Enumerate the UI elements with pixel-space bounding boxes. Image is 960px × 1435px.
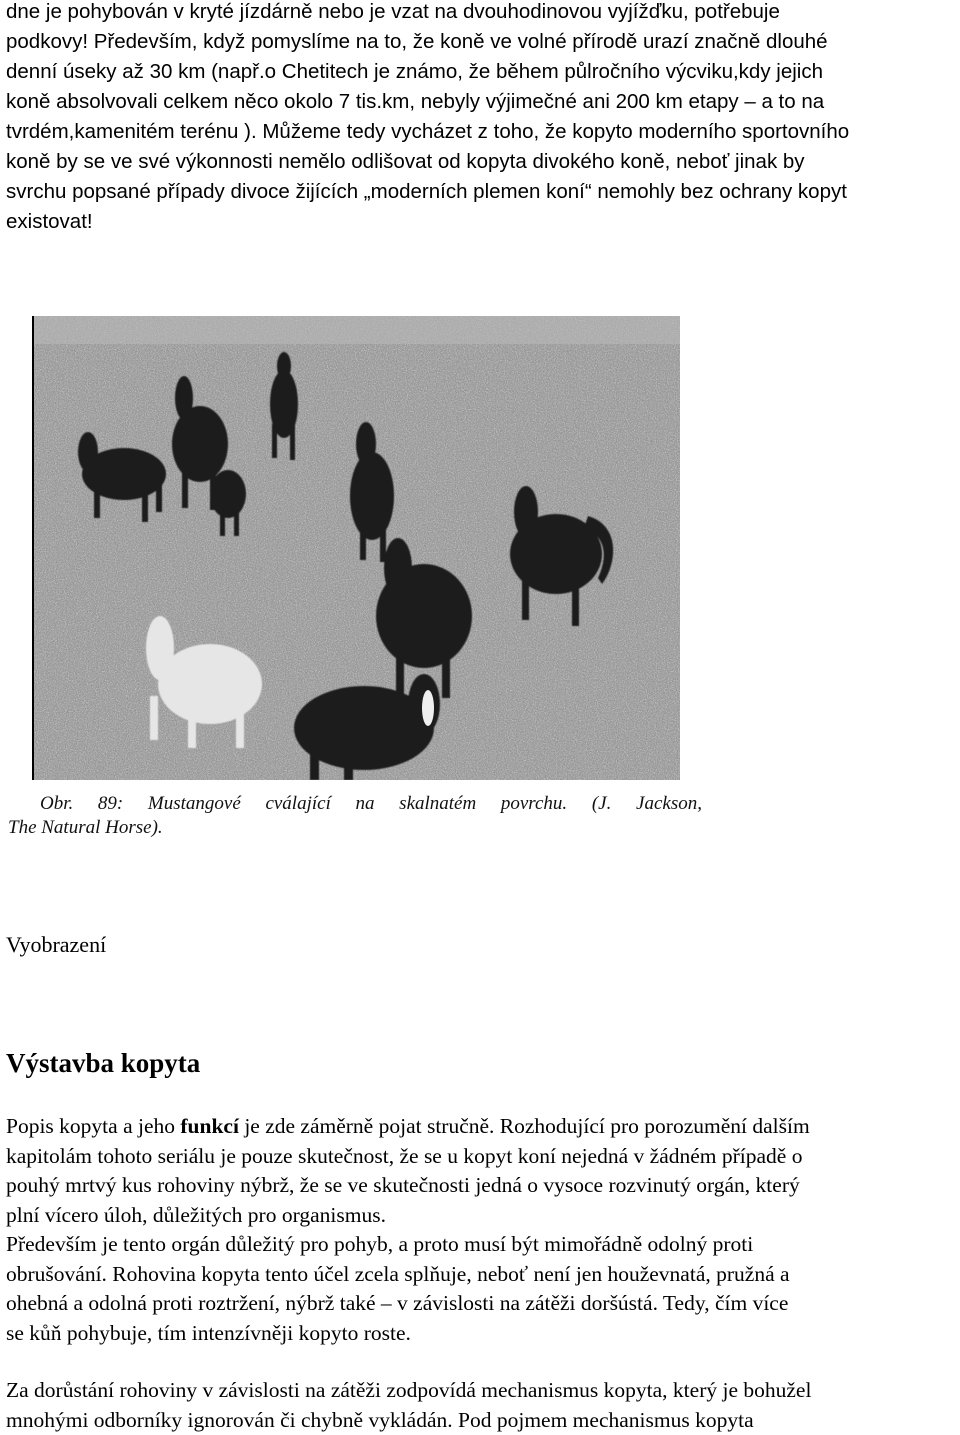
section-p1-line-1 [6,1112,956,1142]
photo-left-border [32,316,34,780]
caption-word: Jackson, [636,792,702,816]
white-face-marking [422,690,434,726]
section-p2-line-1: Za dorůstání rohoviny v závislosti na zátěži zodpovídá mechanismus kopyta, který je bohužel [6,1376,956,1406]
caption-word: cválající [265,792,330,816]
caption-line-1 [8,792,702,816]
caption-word: povrchu. [501,792,567,816]
sky-band [32,316,680,344]
intro-paragraph [6,0,956,237]
caption-word: 89: [98,792,123,816]
intro-line-4: koně absolvovali celkem něco okolo 7 tis.km, nebyly výjimečné ani 200 km etapy – a to na [6,87,956,117]
figure-label: Vyobrazení [6,932,106,958]
intro-line-3: denní úseky až 30 km (např.o Chetitech je známo, že během půlročního výcviku,kdy jejich [6,57,956,87]
figure-caption [8,792,708,840]
section-p1-line-3: pouhý mrtvý kus rohoviny nýbrž, že se ve skutečnosti jedná o vysoce rozvinutý orgán, který [6,1171,956,1201]
section-paragraph-2 [6,1376,956,1435]
caption-line-2: The Natural Horse). [8,816,708,840]
intro-line-6: koně by se ve své výkonnosti nemělo odlišovat od kopyta divokého koně, neboť jinak by [6,147,956,177]
section-paragraph-1 [6,1112,956,1348]
section-p1-line-2: kapitolám tohoto seriálu je pouze skutečnost, že se u kopyt koní nejedná v žádném případě o [6,1142,956,1172]
p1-lead-text: Popis kopyta a jeho [6,1114,180,1138]
p1-bold-word: funkcí [180,1114,239,1138]
horses-photo-image [32,316,680,780]
intro-line-2: podkovy! Především, když pomyslíme na to, že koně ve volné přírodě urazí značně dlouhé [6,27,956,57]
section-heading: Výstavba kopyta [6,1048,200,1079]
intro-line-8: existovat! [6,207,956,237]
p1-tail-text: je zde záměrně pojat stručně. Rozhodující pro porozumění dalším [239,1114,810,1138]
section-p1-line-7: ohebná a odolná proti roztržení, nýbrž také – v závislosti na zátěži doršústá. Tedy, čím více [6,1289,956,1319]
caption-word: (J. [592,792,612,816]
section-p1-line-6: obrušování. Rohovina kopyta tento účel zcela splňuje, neboť není jen houževnatá, pružná a [6,1260,956,1290]
horses-photo [32,316,680,780]
caption-word: skalnatém [399,792,476,816]
section-p2-line-2: mnohými odborníky ignorován či chybně vykládán. Pod pojmem mechanismus kopyta [6,1406,956,1435]
caption-word: na [356,792,375,816]
section-p1-line-4: plní vícero úloh, důležitých pro organismus. [6,1201,956,1231]
section-p1-line-5: Především je tento orgán důležitý pro pohyb, a proto musí být mimořádně odolný proti [6,1230,956,1260]
caption-word: Mustangové [148,792,241,816]
caption-word: Obr. [40,792,73,816]
section-p1-line-8: se kůň pohybuje, tím intenzívněji kopyto roste. [6,1319,956,1349]
intro-line-5: tvrdém,kamenitém terénu ). Můžeme tedy vycházet z toho, že kopyto moderního sportovního [6,117,956,147]
intro-line-1: dne je pohybován v kryté jízdárně nebo je vzat na dvouhodinovou vyjížďku, potřebuje [6,0,956,27]
intro-line-7: svrchu popsané případy divoce žijících „moderních plemen koní“ nemohly bez ochrany kopyt [6,177,956,207]
